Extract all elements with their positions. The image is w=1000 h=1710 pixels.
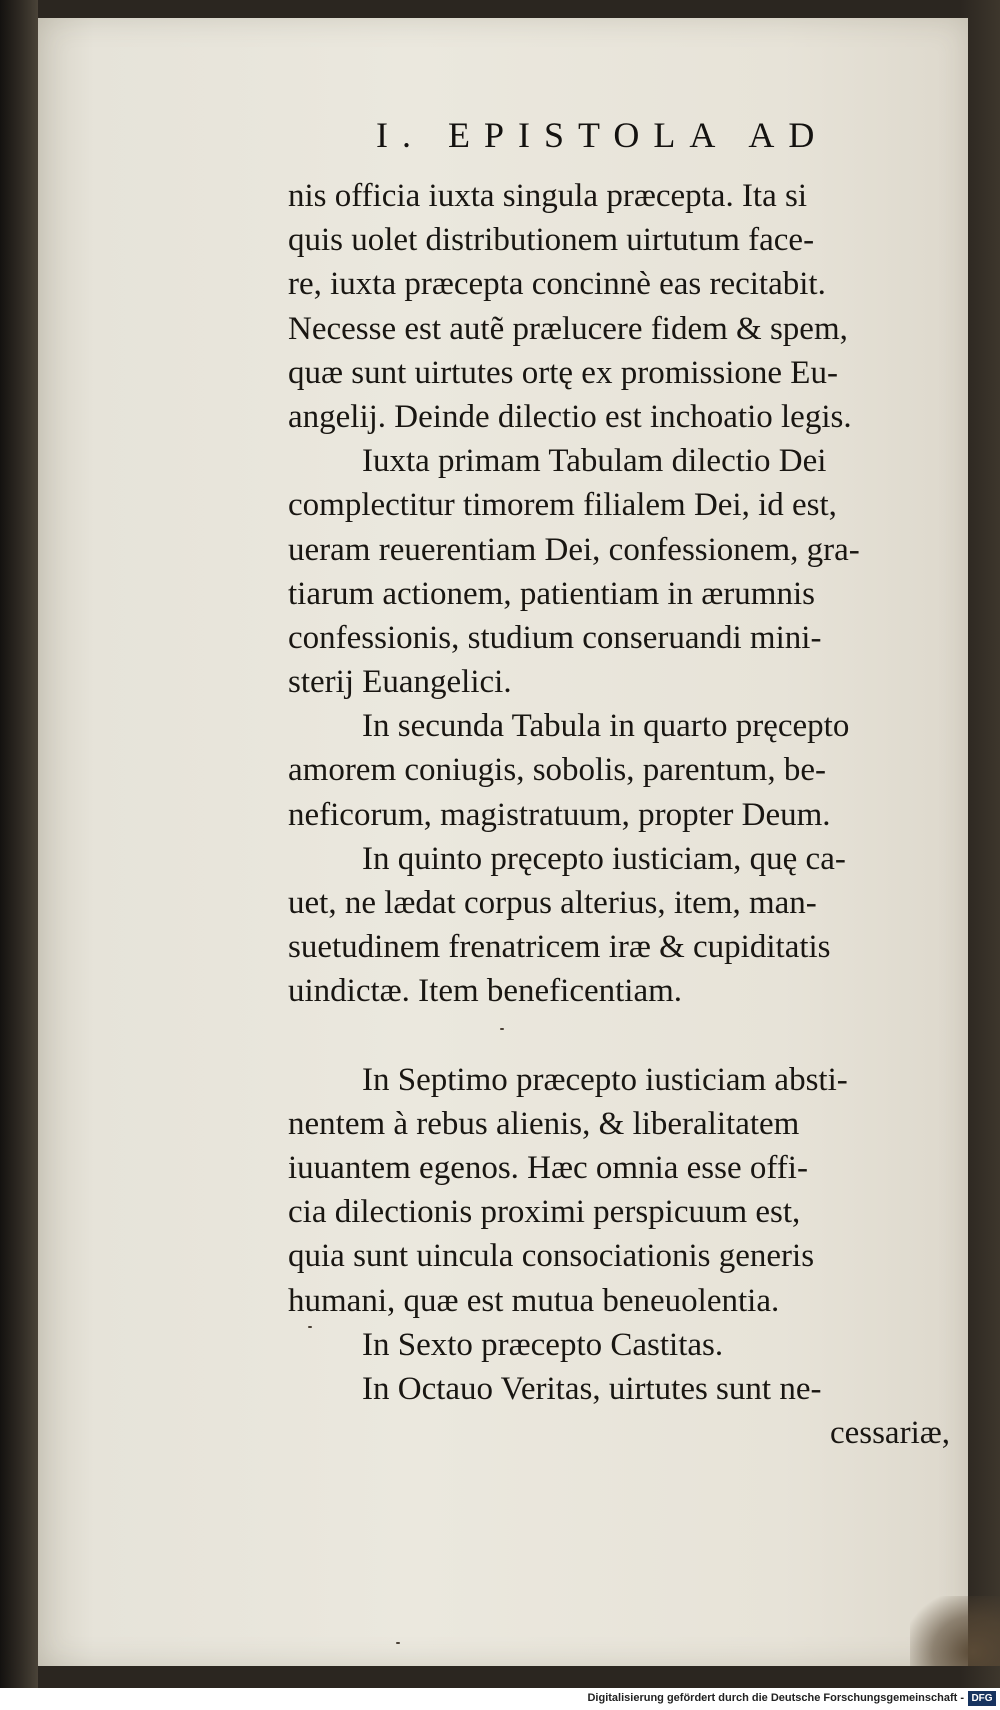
text-line: uet, ne lædat corpus alterius, item, man-	[288, 885, 817, 921]
text-line: nis officia iuxta singula præcepta. Ita si	[288, 178, 808, 214]
text-line: In Sexto præcepto Castitas.	[362, 1326, 724, 1363]
text-line: confessionis, studium conseruandi mini-	[288, 619, 822, 656]
text-line: humani, quæ est mutua beneuolentia.	[288, 1282, 780, 1319]
text-line: ueram reuerentiam Dei, confessionem, gra-	[288, 531, 860, 568]
funding-credit: Digitalisierung gefördert durch die Deutsche Forschungsgemeinschaft -	[587, 1692, 964, 1704]
text-line: quæ sunt uirtutes ortę ex promissione Eu-	[288, 354, 838, 391]
text-line: cia dilectionis proximi perspicuum est,	[288, 1194, 801, 1231]
text-line: In Octauo Veritas, uirtutes sunt ne-	[362, 1370, 822, 1407]
text-line: amorem coniugis, sobolis, parentum, be-	[288, 752, 826, 789]
text-line: quia sunt uincula consociationis generis	[288, 1238, 815, 1275]
text-line: uindictæ. Item beneficentiam.	[288, 973, 683, 1010]
text-line: In quinto pręcepto iusticiam, quę ca-	[362, 840, 846, 877]
text-line: nentem à rebus alienis, & liberalitatem	[288, 1105, 800, 1142]
text-line: complectitur timorem filialem Dei, id est,	[288, 487, 837, 524]
paper-speck	[308, 1326, 312, 1328]
running-title: I. EPISTOLA AD	[376, 115, 829, 155]
corner-stain	[910, 1596, 1000, 1666]
text-line: angelij. Deinde dilectio est inchoatio legis.	[288, 398, 852, 435]
text-line: In secunda Tabula in quarto pręcepto	[362, 708, 850, 745]
text-line: Necesse est autẽ prælucere fidem & spem,	[288, 310, 848, 347]
book-gutter	[0, 0, 38, 1710]
text-line: In Septimo præcepto iusticiam absti-	[362, 1061, 848, 1098]
paper-speck	[396, 1642, 400, 1644]
text-line: iuuantem egenos. Hæc omnia esse offi-	[288, 1149, 808, 1186]
text-line: re, iuxta præcepta concinnè eas recitabit.	[288, 266, 826, 303]
text-line: sterij Euangelici.	[288, 664, 512, 701]
paragraph-gap	[288, 1014, 958, 1058]
text-line: tiarum actionem, patientiam in ærumnis	[288, 575, 815, 612]
text-line: Iuxta primam Tabulam dilectio Dei	[362, 443, 827, 480]
dfg-logo: DFG	[968, 1691, 996, 1706]
text-line: suetudinem frenatricem iræ & cupiditatis	[288, 929, 831, 966]
paper-speck	[500, 1028, 504, 1030]
body-text	[288, 174, 958, 1455]
text-line: quis uolet distributionem uirtutum face-	[288, 222, 815, 259]
text-line: neficorum, magistratuum, propter Deum.	[288, 796, 831, 833]
catchword: cessariæ,	[829, 1415, 950, 1452]
